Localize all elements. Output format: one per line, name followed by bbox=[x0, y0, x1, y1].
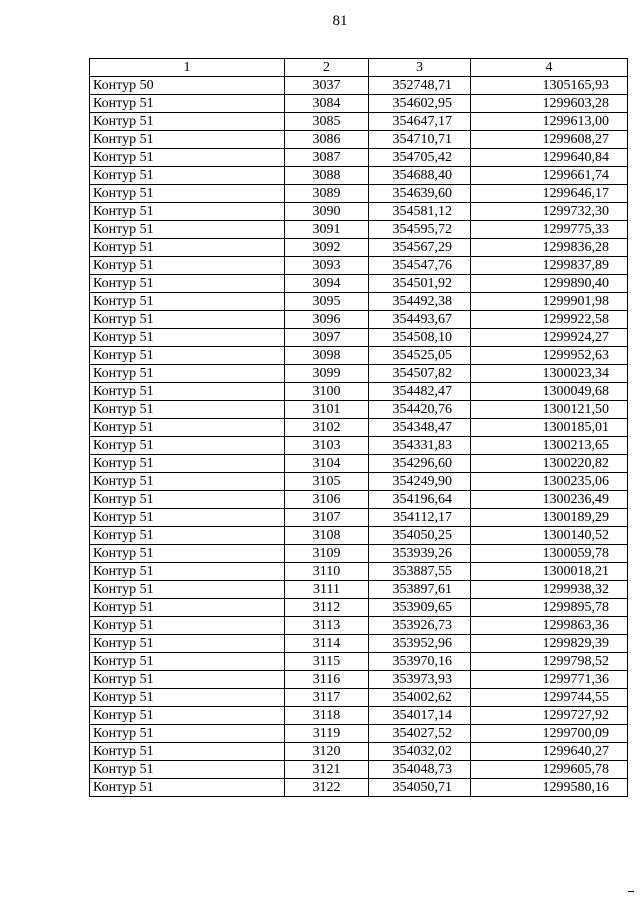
y-coordinate-cell: 1299837,89 bbox=[471, 257, 628, 275]
x-coordinate-cell: 354027,52 bbox=[369, 725, 471, 743]
point-number-cell: 3091 bbox=[285, 221, 369, 239]
y-coordinate-cell: 1300185,01 bbox=[471, 419, 628, 437]
column-header-4: 4 bbox=[471, 59, 628, 77]
contour-name-cell: Контур 51 bbox=[90, 671, 285, 689]
table-row bbox=[90, 455, 628, 473]
contour-name-cell: Контур 51 bbox=[90, 491, 285, 509]
y-coordinate-cell: 1299771,36 bbox=[471, 671, 628, 689]
point-number-cell: 3112 bbox=[285, 599, 369, 617]
y-coordinate-cell: 1299798,52 bbox=[471, 653, 628, 671]
y-coordinate-cell: 1300023,34 bbox=[471, 365, 628, 383]
x-coordinate-cell: 354196,64 bbox=[369, 491, 471, 509]
point-number-cell: 3098 bbox=[285, 347, 369, 365]
table-row bbox=[90, 185, 628, 203]
point-number-cell: 3097 bbox=[285, 329, 369, 347]
table-body bbox=[90, 77, 628, 797]
contour-name-cell: Контур 51 bbox=[90, 113, 285, 131]
y-coordinate-cell: 1300189,29 bbox=[471, 509, 628, 527]
x-coordinate-cell: 354348,47 bbox=[369, 419, 471, 437]
coordinates-table bbox=[89, 58, 628, 797]
x-coordinate-cell: 354050,71 bbox=[369, 779, 471, 797]
point-number-cell: 3085 bbox=[285, 113, 369, 131]
table-row bbox=[90, 491, 628, 509]
point-number-cell: 3118 bbox=[285, 707, 369, 725]
table-row bbox=[90, 203, 628, 221]
contour-name-cell: Контур 51 bbox=[90, 275, 285, 293]
x-coordinate-cell: 354581,12 bbox=[369, 203, 471, 221]
x-coordinate-cell: 353970,16 bbox=[369, 653, 471, 671]
contour-name-cell: Контур 51 bbox=[90, 761, 285, 779]
x-coordinate-cell: 354331,83 bbox=[369, 437, 471, 455]
contour-name-cell: Контур 51 bbox=[90, 509, 285, 527]
table-header bbox=[90, 59, 628, 77]
point-number-cell: 3104 bbox=[285, 455, 369, 473]
x-coordinate-cell: 354688,40 bbox=[369, 167, 471, 185]
table-row bbox=[90, 437, 628, 455]
point-number-cell: 3105 bbox=[285, 473, 369, 491]
table-row bbox=[90, 617, 628, 635]
table-row bbox=[90, 563, 628, 581]
x-coordinate-cell: 354017,14 bbox=[369, 707, 471, 725]
table-row bbox=[90, 347, 628, 365]
contour-name-cell: Контур 51 bbox=[90, 617, 285, 635]
y-coordinate-cell: 1299924,27 bbox=[471, 329, 628, 347]
table-row bbox=[90, 113, 628, 131]
table-row bbox=[90, 635, 628, 653]
contour-name-cell: Контур 51 bbox=[90, 455, 285, 473]
point-number-cell: 3090 bbox=[285, 203, 369, 221]
x-coordinate-cell: 354567,29 bbox=[369, 239, 471, 257]
point-number-cell: 3122 bbox=[285, 779, 369, 797]
contour-name-cell: Контур 51 bbox=[90, 581, 285, 599]
x-coordinate-cell: 354249,90 bbox=[369, 473, 471, 491]
contour-name-cell: Контур 51 bbox=[90, 545, 285, 563]
x-coordinate-cell: 353952,96 bbox=[369, 635, 471, 653]
point-number-cell: 3089 bbox=[285, 185, 369, 203]
contour-name-cell: Контур 51 bbox=[90, 95, 285, 113]
y-coordinate-cell: 1300235,06 bbox=[471, 473, 628, 491]
column-header-1: 1 bbox=[90, 59, 285, 77]
x-coordinate-cell: 354647,17 bbox=[369, 113, 471, 131]
y-coordinate-cell: 1299732,30 bbox=[471, 203, 628, 221]
x-coordinate-cell: 354547,76 bbox=[369, 257, 471, 275]
x-coordinate-cell: 353909,65 bbox=[369, 599, 471, 617]
contour-name-cell: Контур 51 bbox=[90, 203, 285, 221]
x-coordinate-cell: 354602,95 bbox=[369, 95, 471, 113]
y-coordinate-cell: 1300018,21 bbox=[471, 563, 628, 581]
point-number-cell: 3106 bbox=[285, 491, 369, 509]
table-row bbox=[90, 311, 628, 329]
x-coordinate-cell: 354710,71 bbox=[369, 131, 471, 149]
table-row bbox=[90, 167, 628, 185]
x-coordinate-cell: 354420,76 bbox=[369, 401, 471, 419]
contour-name-cell: Контур 51 bbox=[90, 653, 285, 671]
y-coordinate-cell: 1299890,40 bbox=[471, 275, 628, 293]
table-row bbox=[90, 581, 628, 599]
contour-name-cell: Контур 51 bbox=[90, 437, 285, 455]
column-header-2: 2 bbox=[285, 59, 369, 77]
contour-name-cell: Контур 51 bbox=[90, 221, 285, 239]
table-row bbox=[90, 257, 628, 275]
table-row bbox=[90, 473, 628, 491]
point-number-cell: 3100 bbox=[285, 383, 369, 401]
x-coordinate-cell: 354002,62 bbox=[369, 689, 471, 707]
y-coordinate-cell: 1299744,55 bbox=[471, 689, 628, 707]
point-number-cell: 3088 bbox=[285, 167, 369, 185]
x-coordinate-cell: 354032,02 bbox=[369, 743, 471, 761]
y-coordinate-cell: 1300220,82 bbox=[471, 455, 628, 473]
y-coordinate-cell: 1299863,36 bbox=[471, 617, 628, 635]
contour-name-cell: Контур 51 bbox=[90, 311, 285, 329]
point-number-cell: 3120 bbox=[285, 743, 369, 761]
contour-name-cell: Контур 51 bbox=[90, 707, 285, 725]
point-number-cell: 3087 bbox=[285, 149, 369, 167]
x-coordinate-cell: 354507,82 bbox=[369, 365, 471, 383]
y-coordinate-cell: 1299603,28 bbox=[471, 95, 628, 113]
page-corner-mark bbox=[628, 891, 634, 892]
point-number-cell: 3110 bbox=[285, 563, 369, 581]
table-row bbox=[90, 419, 628, 437]
point-number-cell: 3086 bbox=[285, 131, 369, 149]
table-row bbox=[90, 275, 628, 293]
contour-name-cell: Контур 51 bbox=[90, 293, 285, 311]
y-coordinate-cell: 1299829,39 bbox=[471, 635, 628, 653]
y-coordinate-cell: 1300121,50 bbox=[471, 401, 628, 419]
header-row bbox=[90, 59, 628, 77]
contour-name-cell: Контур 51 bbox=[90, 257, 285, 275]
point-number-cell: 3119 bbox=[285, 725, 369, 743]
contour-name-cell: Контур 51 bbox=[90, 527, 285, 545]
point-number-cell: 3096 bbox=[285, 311, 369, 329]
contour-name-cell: Контур 51 bbox=[90, 329, 285, 347]
page-number: 81 bbox=[332, 13, 348, 29]
contour-name-cell: Контур 51 bbox=[90, 239, 285, 257]
point-number-cell: 3113 bbox=[285, 617, 369, 635]
table-row bbox=[90, 95, 628, 113]
table-row bbox=[90, 689, 628, 707]
y-coordinate-cell: 1299952,63 bbox=[471, 347, 628, 365]
contour-name-cell: Контур 51 bbox=[90, 149, 285, 167]
y-coordinate-cell: 1300059,78 bbox=[471, 545, 628, 563]
x-coordinate-cell: 354639,60 bbox=[369, 185, 471, 203]
table-row bbox=[90, 545, 628, 563]
point-number-cell: 3116 bbox=[285, 671, 369, 689]
x-coordinate-cell: 353926,73 bbox=[369, 617, 471, 635]
table-row bbox=[90, 653, 628, 671]
contour-name-cell: Контур 51 bbox=[90, 185, 285, 203]
y-coordinate-cell: 1299895,78 bbox=[471, 599, 628, 617]
table-row bbox=[90, 725, 628, 743]
point-number-cell: 3103 bbox=[285, 437, 369, 455]
table-row bbox=[90, 239, 628, 257]
table-row bbox=[90, 293, 628, 311]
table-row bbox=[90, 365, 628, 383]
point-number-cell: 3114 bbox=[285, 635, 369, 653]
table-row bbox=[90, 131, 628, 149]
point-number-cell: 3092 bbox=[285, 239, 369, 257]
y-coordinate-cell: 1299901,98 bbox=[471, 293, 628, 311]
x-coordinate-cell: 354508,10 bbox=[369, 329, 471, 347]
table-row bbox=[90, 149, 628, 167]
x-coordinate-cell: 354296,60 bbox=[369, 455, 471, 473]
point-number-cell: 3117 bbox=[285, 689, 369, 707]
table-row bbox=[90, 743, 628, 761]
table-row bbox=[90, 707, 628, 725]
y-coordinate-cell: 1300236,49 bbox=[471, 491, 628, 509]
table-row bbox=[90, 761, 628, 779]
x-coordinate-cell: 354705,42 bbox=[369, 149, 471, 167]
y-coordinate-cell: 1300049,68 bbox=[471, 383, 628, 401]
contour-name-cell: Контур 51 bbox=[90, 347, 285, 365]
y-coordinate-cell: 1300213,65 bbox=[471, 437, 628, 455]
table-row bbox=[90, 671, 628, 689]
point-number-cell: 3108 bbox=[285, 527, 369, 545]
y-coordinate-cell: 1299700,09 bbox=[471, 725, 628, 743]
y-coordinate-cell: 1299613,00 bbox=[471, 113, 628, 131]
point-number-cell: 3115 bbox=[285, 653, 369, 671]
x-coordinate-cell: 354050,25 bbox=[369, 527, 471, 545]
contour-name-cell: Контур 51 bbox=[90, 635, 285, 653]
table-row bbox=[90, 527, 628, 545]
y-coordinate-cell: 1299646,17 bbox=[471, 185, 628, 203]
y-coordinate-cell: 1305165,93 bbox=[471, 77, 628, 95]
point-number-cell: 3099 bbox=[285, 365, 369, 383]
y-coordinate-cell: 1300140,52 bbox=[471, 527, 628, 545]
y-coordinate-cell: 1299605,78 bbox=[471, 761, 628, 779]
contour-name-cell: Контур 51 bbox=[90, 563, 285, 581]
x-coordinate-cell: 354501,92 bbox=[369, 275, 471, 293]
point-number-cell: 3037 bbox=[285, 77, 369, 95]
point-number-cell: 3093 bbox=[285, 257, 369, 275]
y-coordinate-cell: 1299640,84 bbox=[471, 149, 628, 167]
x-coordinate-cell: 353973,93 bbox=[369, 671, 471, 689]
contour-name-cell: Контур 51 bbox=[90, 689, 285, 707]
x-coordinate-cell: 354112,17 bbox=[369, 509, 471, 527]
point-number-cell: 3111 bbox=[285, 581, 369, 599]
point-number-cell: 3094 bbox=[285, 275, 369, 293]
point-number-cell: 3121 bbox=[285, 761, 369, 779]
x-coordinate-cell: 353887,55 bbox=[369, 563, 471, 581]
y-coordinate-cell: 1299938,32 bbox=[471, 581, 628, 599]
x-coordinate-cell: 354492,38 bbox=[369, 293, 471, 311]
contour-name-cell: Контур 51 bbox=[90, 599, 285, 617]
y-coordinate-cell: 1299640,27 bbox=[471, 743, 628, 761]
x-coordinate-cell: 354048,73 bbox=[369, 761, 471, 779]
column-header-3: 3 bbox=[369, 59, 471, 77]
contour-name-cell: Контур 51 bbox=[90, 383, 285, 401]
y-coordinate-cell: 1299727,92 bbox=[471, 707, 628, 725]
x-coordinate-cell: 352748,71 bbox=[369, 77, 471, 95]
table-row bbox=[90, 509, 628, 527]
x-coordinate-cell: 353939,26 bbox=[369, 545, 471, 563]
point-number-cell: 3109 bbox=[285, 545, 369, 563]
contour-name-cell: Контур 51 bbox=[90, 167, 285, 185]
contour-name-cell: Контур 51 bbox=[90, 473, 285, 491]
point-number-cell: 3084 bbox=[285, 95, 369, 113]
contour-name-cell: Контур 51 bbox=[90, 419, 285, 437]
contour-name-cell: Контур 51 bbox=[90, 365, 285, 383]
contour-name-cell: Контур 51 bbox=[90, 401, 285, 419]
y-coordinate-cell: 1299775,33 bbox=[471, 221, 628, 239]
table-row bbox=[90, 599, 628, 617]
contour-name-cell: Контур 51 bbox=[90, 725, 285, 743]
x-coordinate-cell: 354525,05 bbox=[369, 347, 471, 365]
contour-name-cell: Контур 51 bbox=[90, 743, 285, 761]
y-coordinate-cell: 1299661,74 bbox=[471, 167, 628, 185]
x-coordinate-cell: 354493,67 bbox=[369, 311, 471, 329]
x-coordinate-cell: 353897,61 bbox=[369, 581, 471, 599]
table-row bbox=[90, 329, 628, 347]
y-coordinate-cell: 1299580,16 bbox=[471, 779, 628, 797]
point-number-cell: 3102 bbox=[285, 419, 369, 437]
x-coordinate-cell: 354595,72 bbox=[369, 221, 471, 239]
contour-name-cell: Контур 51 bbox=[90, 779, 285, 797]
table-row bbox=[90, 401, 628, 419]
table-row bbox=[90, 383, 628, 401]
table-row bbox=[90, 77, 628, 95]
point-number-cell: 3101 bbox=[285, 401, 369, 419]
table-row bbox=[90, 221, 628, 239]
point-number-cell: 3107 bbox=[285, 509, 369, 527]
contour-name-cell: Контур 50 bbox=[90, 77, 285, 95]
table-row bbox=[90, 779, 628, 797]
contour-name-cell: Контур 51 bbox=[90, 131, 285, 149]
y-coordinate-cell: 1299836,28 bbox=[471, 239, 628, 257]
y-coordinate-cell: 1299608,27 bbox=[471, 131, 628, 149]
x-coordinate-cell: 354482,47 bbox=[369, 383, 471, 401]
point-number-cell: 3095 bbox=[285, 293, 369, 311]
y-coordinate-cell: 1299922,58 bbox=[471, 311, 628, 329]
